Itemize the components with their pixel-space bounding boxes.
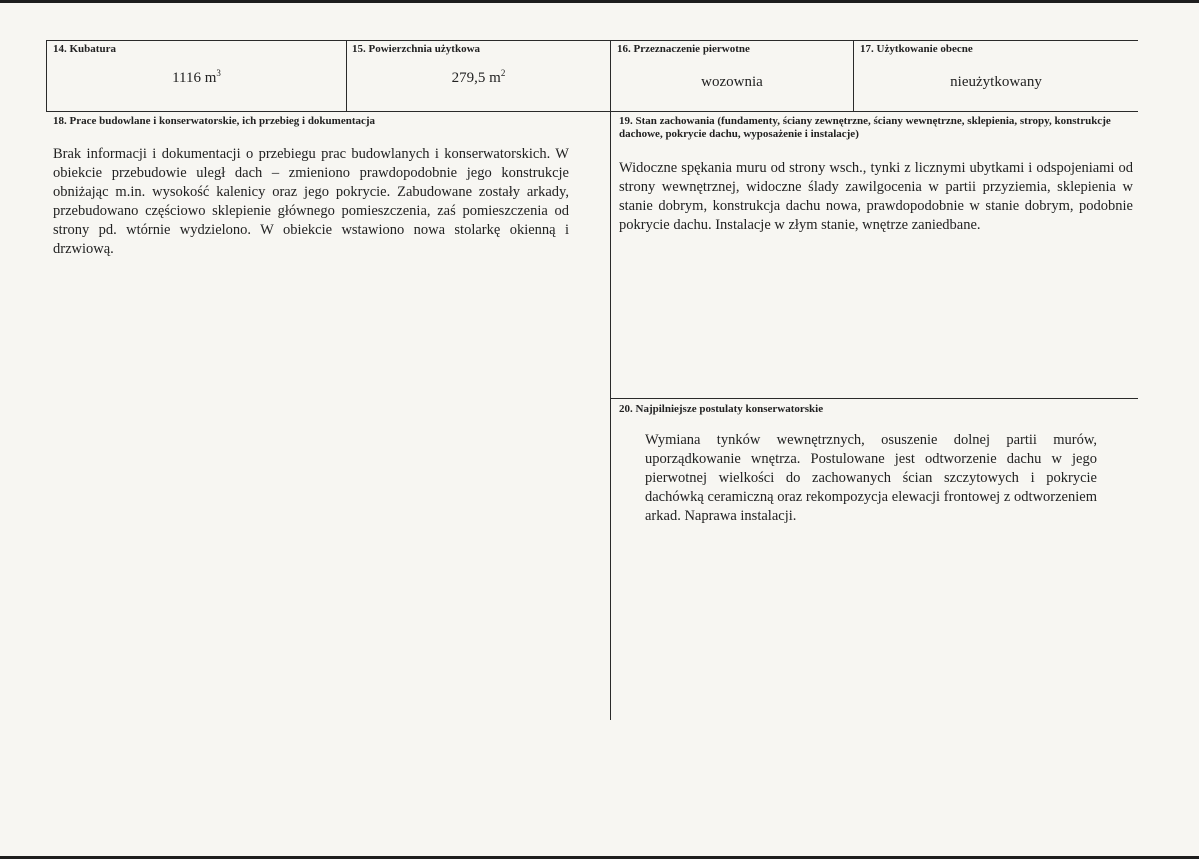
kubatura-label: 14. Kubatura [53, 43, 116, 55]
powierzchnia-label: 15. Powierzchnia użytkowa [352, 43, 481, 55]
uzytkowanie-value: nieużytkowany [950, 74, 1042, 90]
section-19-text: Widoczne spękania muru od strony wsch., tynki z licznymi ubytkami i odspojeniami od strony wewnętrznej, widoczne ślady zawilgocenia w partii przyziemia, sklepienia w stanie dobrym, konstrukcja dachu nowa, prawdopodobnie w stanie dobrym, podobnie pokrycie dachu. Instalacje w złym stanie, wnętrze zaniedbane. [619, 160, 1133, 233]
section-20-label: 20. Najpilniejsze postulaty konserwatorskie [619, 403, 824, 415]
section-19-label: 19. Stan zachowania (fundamenty, ściany zewnętrzne, ściany wewnętrzne, sklepienia, stropy, konstrukcje dachowe, pokrycie dachu, wyposażenie i instalacje) [619, 115, 1111, 140]
table-top-border [46, 40, 1138, 41]
center-divider [610, 40, 611, 720]
kubatura-value: 1116 $m^3$ [172, 68, 221, 86]
przeznaczenie-value: wozownia [701, 74, 763, 90]
powierzchnia-value: 279,5 $m^2$ [451, 68, 506, 86]
scan-top-edge [0, 0, 1199, 3]
przeznaczenie-label: 16. Przeznaczenie pierwotne [617, 43, 750, 55]
divider-19-20 [611, 398, 1138, 399]
section-18-label: 18. Prace budowlane i konserwatorskie, ich przebieg i dokumentacja [53, 115, 376, 127]
uzytkowanie-label: 17. Użytkowanie obecne [860, 43, 973, 55]
section-20-text: Wymiana tynków wewnętrznych, osuszenie dolnej partii murów, uporządkowanie wnętrza. Postulowane jest odtworzenie dachu w jego pierwotnej wielkości do zachowanych ścian szczytowych i pokrycie dachówką ceramiczną oraz rekompozycja elewacji frontowej z odtworzeniem arkad. Naprawa instalacji. [645, 432, 1097, 524]
section-18-text: Brak informacji i dokumentacji o przebiegu prac budowlanych i konserwatorskich. W obiekcie przebudowie uległ dach – zmieniono prawdopodobnie jego konstrukcje obniżając m.in. wysokość kalenicy oraz jego pokrycie. Zabudowane zostały arkady, przebudowano częściowo sklepienie głównego pomieszczenia, zaś pomieszczenia od strony pd. wtórnie wydzielono. W obiekcie wstawiono nowa stolarkę okienną i drzwiową. [53, 146, 569, 257]
row-divider [46, 111, 1138, 112]
